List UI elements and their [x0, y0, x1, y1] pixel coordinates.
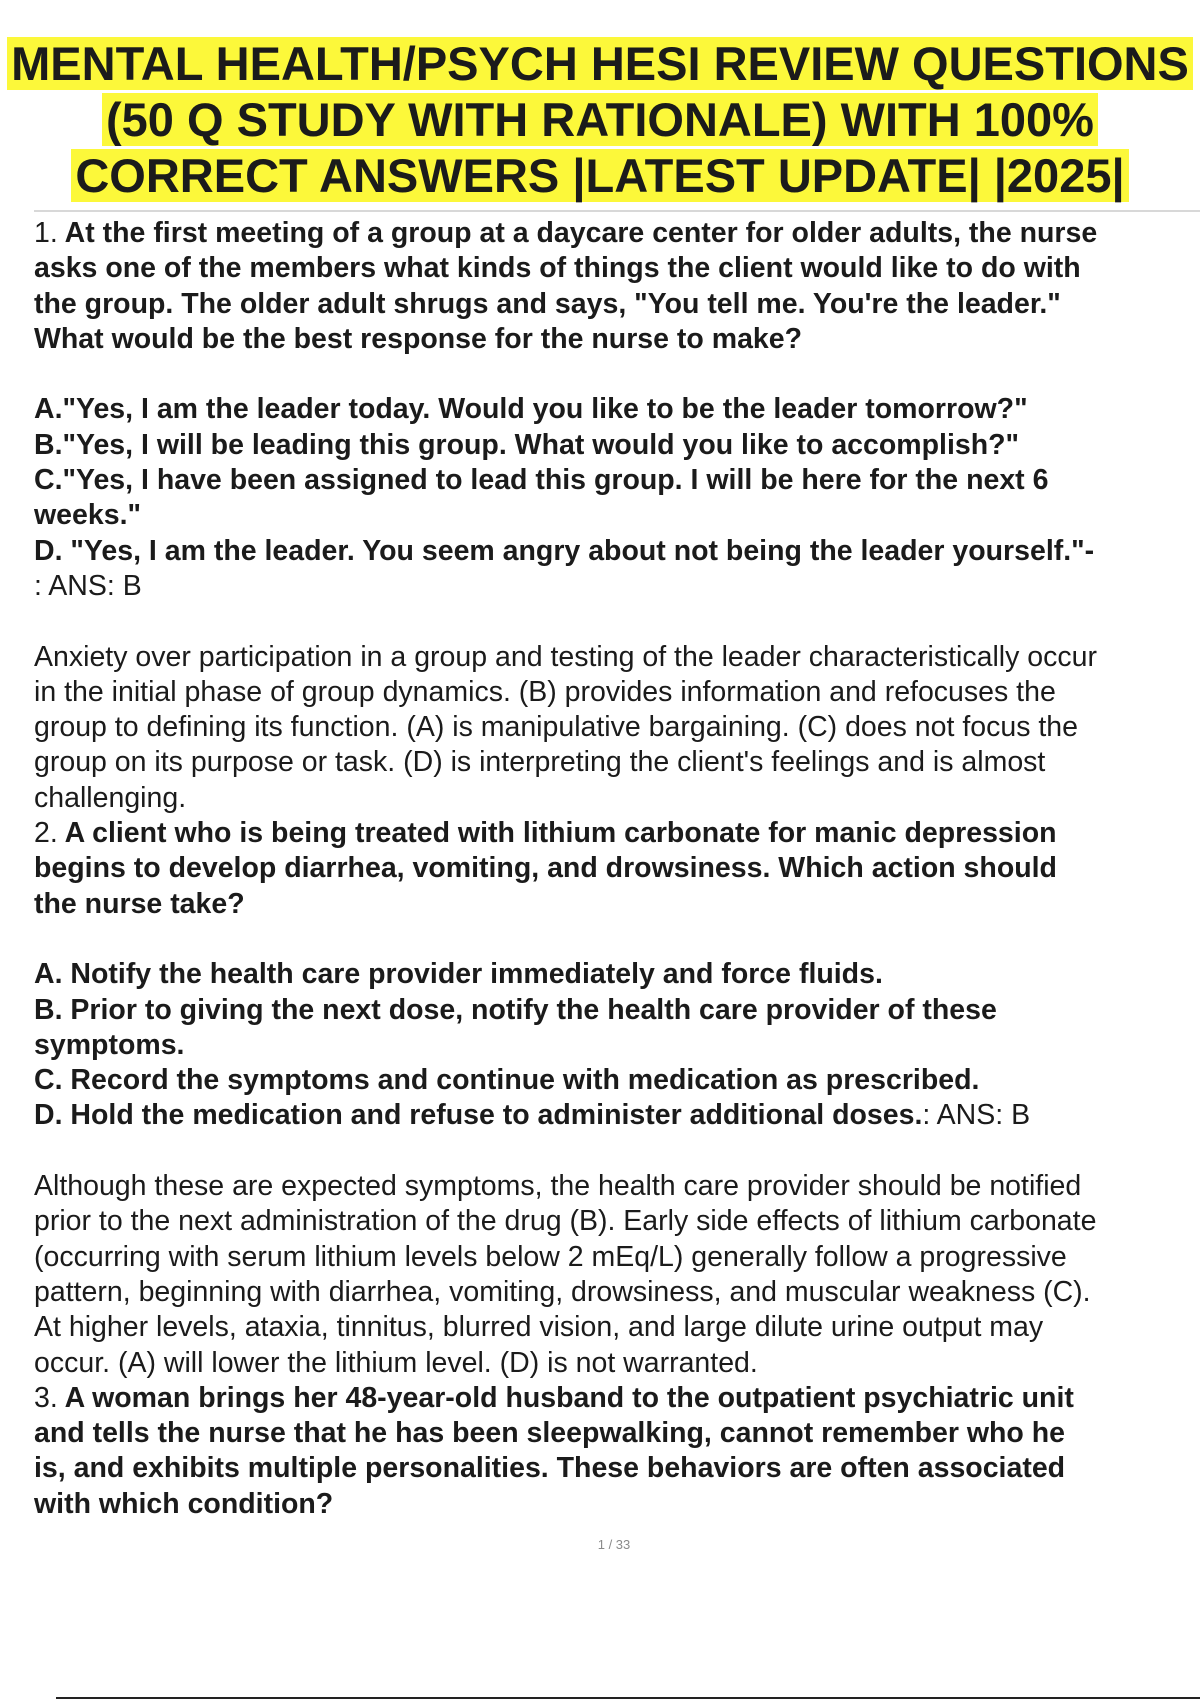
- rationale-line: group on its purpose or task. (D) is interpreting the client's feelings and is almost: [34, 746, 1046, 779]
- question-stem-line: and tells the nurse that he has been sleepwalking, cannot remember who he: [34, 1417, 1066, 1450]
- title-line-3: CORRECT ANSWERS |LATEST UPDATE| |2025|: [71, 149, 1128, 202]
- option-b: B."Yes, I will be leading this group. What would you like to accomplish?": [34, 428, 1020, 461]
- question-stem-line: the nurse take?: [34, 887, 245, 920]
- rationale-line: Although these are expected symptoms, the health care provider should be notified: [34, 1170, 1082, 1203]
- rationale-line: pattern, beginning with diarrhea, vomiting, drowsiness, and muscular weakness (C).: [34, 1275, 1091, 1308]
- option-a: A."Yes, I am the leader today. Would you like to be the leader tomorrow?": [34, 393, 1028, 426]
- title-divider: [34, 210, 1200, 212]
- question-number: 2.: [34, 817, 58, 850]
- question-stem-line: is, and exhibits multiple personalities. These behaviors are often associated: [34, 1452, 1066, 1485]
- question-stem-line: with which condition?: [34, 1487, 334, 1520]
- option-c: C. Record the symptoms and continue with medication as prescribed.: [34, 1064, 980, 1097]
- page-number: 1 / 33: [597, 1537, 631, 1552]
- rationale-line: At higher levels, ataxia, tinnitus, blurred vision, and large dilute urine output may: [34, 1311, 1044, 1344]
- question-number: 3.: [34, 1381, 58, 1414]
- question-stem-line: asks one of the members what kinds of things the client would like to do with: [34, 252, 1081, 285]
- option-d: D. Hold the medication and refuse to administer additional doses.: ANS: B: [34, 1099, 1031, 1132]
- option-d: D. "Yes, I am the leader. You seem angry about not being the leader yourself."-: [34, 534, 1095, 567]
- rationale-line: challenging.: [34, 781, 187, 814]
- question-stem: 3. A woman brings her 48-year-old husband to the outpatient psychiatric unit: [34, 1381, 1074, 1414]
- rationale-line: (occurring with serum lithium levels below 2 mEq/L) generally follow a progressive: [34, 1240, 1067, 1273]
- rationale-line: in the initial phase of group dynamics. (B) provides information and refocuses the: [34, 675, 1056, 708]
- question-1: [34, 216, 1200, 816]
- option-c-continued: weeks.": [34, 499, 142, 532]
- document-body: [34, 216, 1200, 1522]
- question-stem-line: What would be the best response for the nurse to make?: [34, 322, 803, 355]
- question-number: 1.: [34, 217, 58, 249]
- answer-key: : ANS: B: [922, 1099, 1031, 1132]
- question-stem-line: the group. The older adult shrugs and says, "You tell me. You're the leader.": [34, 287, 1061, 320]
- question-stem-line: begins to develop diarrhea, vomiting, and drowsiness. Which action should: [34, 852, 1057, 885]
- option-b-continued: symptoms.: [34, 1028, 185, 1061]
- option-c: C."Yes, I have been assigned to lead this group. I will be here for the next 6: [34, 464, 1049, 497]
- question-stem: 2. A client who is being treated with lithium carbonate for manic depression: [34, 817, 1057, 850]
- rationale-line: Anxiety over participation in a group and testing of the leader characteristically occur: [34, 640, 1097, 673]
- document-title: [0, 36, 1200, 204]
- question-stem: 1. At the first meeting of a group at a daycare center for older adults, the nurse: [34, 217, 1098, 249]
- option-a: A. Notify the health care provider immediately and force fluids.: [34, 958, 883, 991]
- rationale-line: group to defining its function. (A) is manipulative bargaining. (C) does not focus the: [34, 711, 1078, 744]
- title-line-1: MENTAL HEALTH/PSYCH HESI REVIEW QUESTIONS: [7, 37, 1193, 90]
- rationale-line: occur. (A) will lower the lithium level. (D) is not warranted.: [34, 1346, 758, 1379]
- question-2: [34, 816, 1200, 1381]
- rationale-line: prior to the next administration of the drug (B). Early side effects of lithium carbonate: [34, 1205, 1097, 1238]
- title-line-2: (50 Q STUDY WITH RATIONALE) WITH 100%: [102, 93, 1098, 146]
- question-3: [34, 1381, 1200, 1522]
- answer-key: : ANS: B: [34, 569, 142, 602]
- bottom-divider: [56, 1697, 1200, 1699]
- option-b: B. Prior to giving the next dose, notify the health care provider of these: [34, 993, 997, 1026]
